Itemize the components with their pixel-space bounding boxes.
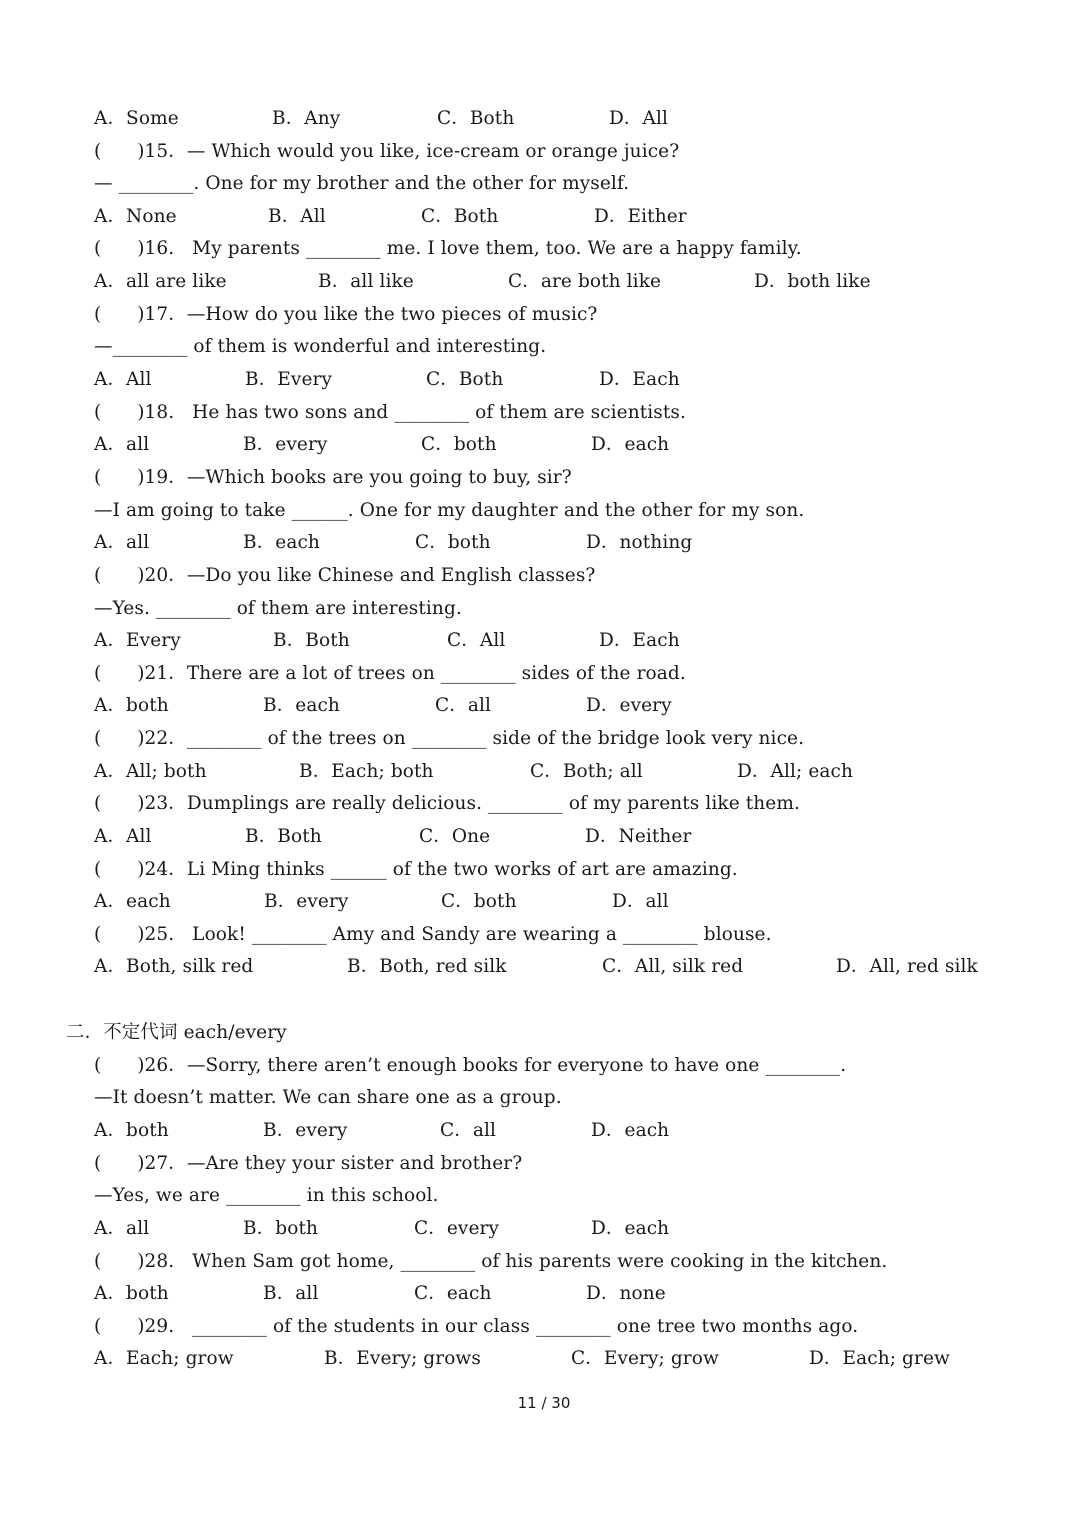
question-line: —Yes, we are ________ in this school.	[94, 1185, 439, 1206]
answer-option: D．all	[612, 891, 669, 912]
answer-option: B．each	[263, 695, 340, 716]
question-line: —I am going to take ______. One for my daughter and the other for my son.	[94, 500, 805, 521]
answer-option: B．both	[243, 1218, 319, 1239]
page-number: 11 / 30	[517, 1394, 571, 1412]
answer-option: B．all	[263, 1283, 319, 1304]
question-line: ( )23．Dumplings are really delicious. ________ of my parents like them.	[94, 793, 800, 814]
answer-option: D．each	[591, 1120, 670, 1141]
answer-option: A．None	[94, 206, 177, 227]
question-line: ( )22．________ of the trees on ________ side of the bridge look very nice.	[94, 728, 805, 749]
answer-option: D．Each	[599, 369, 680, 390]
answer-option: A．each	[94, 891, 171, 912]
answer-option: D．Neither	[585, 826, 692, 847]
answer-option: B．every	[263, 1120, 348, 1141]
answer-option: A．Both, silk red	[94, 956, 254, 977]
answer-option: C．all	[440, 1120, 497, 1141]
question-line: ( )15．— Which would you like, ice-cream or orange juice?	[94, 141, 680, 162]
answer-option: D．each	[591, 1218, 670, 1239]
section-heading: 二．不定代词 each/every	[66, 1022, 287, 1043]
answer-option: A．all	[94, 532, 150, 553]
answer-option: D．All	[609, 108, 669, 129]
answer-option: C．All, silk red	[602, 956, 744, 977]
answer-option: C．both	[415, 532, 491, 553]
answer-option: C．Both	[437, 108, 515, 129]
answer-option: B．each	[243, 532, 320, 553]
answer-option: B．Both, red silk	[347, 956, 507, 977]
answer-option: D．every	[586, 695, 672, 716]
answer-option: A．both	[94, 695, 169, 716]
question-line: ( )27．—Are they your sister and brother?	[94, 1153, 523, 1174]
question-line: —Yes. ________ of them are interesting.	[94, 598, 462, 619]
answer-option: B．every	[243, 434, 328, 455]
answer-option: C．each	[414, 1283, 492, 1304]
answer-option: A．All	[94, 369, 152, 390]
answer-option: A．both	[94, 1120, 169, 1141]
answer-option: B．every	[264, 891, 349, 912]
answer-option: A．Some	[94, 108, 179, 129]
answer-option: D．Either	[594, 206, 687, 227]
answer-option: A．all are like	[94, 271, 227, 292]
answer-option: B．Any	[272, 108, 341, 129]
answer-option: A．all	[94, 434, 150, 455]
answer-option: A．both	[94, 1283, 169, 1304]
question-line: ( )26．—Sorry, there aren’t enough books for everyone to have one ________.	[94, 1055, 847, 1076]
question-line: ( )16. My parents ________ me. I love them, too. We are a happy family.	[94, 238, 802, 259]
answer-option: A．All; both	[94, 761, 207, 782]
answer-option: D．All, red silk	[836, 956, 978, 977]
answer-option: A．Every	[94, 630, 181, 651]
answer-option: C．all	[435, 695, 492, 716]
answer-option: C．Both; all	[530, 761, 643, 782]
question-line: ( )24．Li Ming thinks ______ of the two works of art are amazing.	[94, 859, 738, 880]
question-line: ( )21．There are a lot of trees on ________ sides of the road.	[94, 663, 686, 684]
answer-option: B．Both	[273, 630, 350, 651]
answer-option: B．all like	[318, 271, 414, 292]
question-line: ( )20．—Do you like Chinese and English classes?	[94, 565, 596, 586]
answer-option: C．One	[419, 826, 491, 847]
question-line: ( )19．—Which books are you going to buy, sir?	[94, 467, 572, 488]
answer-option: D．Each; grew	[809, 1348, 950, 1369]
answer-option: C．Both	[421, 206, 499, 227]
question-line: —It doesn’t matter. We can share one as a group.	[94, 1087, 562, 1108]
answer-option: C．both	[441, 891, 517, 912]
answer-option: A．Each; grow	[94, 1348, 234, 1369]
answer-option: D．each	[591, 434, 670, 455]
question-line: ( )29. ________ of the students in our class ________ one tree two months ago.	[94, 1316, 859, 1337]
answer-option: B．Each; both	[299, 761, 434, 782]
question-line: ( )28. When Sam got home, ________ of his parents were cooking in the kitchen.	[94, 1251, 888, 1272]
answer-option: C．All	[447, 630, 506, 651]
answer-option: C．Both	[426, 369, 504, 390]
answer-option: D．Each	[599, 630, 680, 651]
answer-option: B．All	[268, 206, 326, 227]
answer-option: C．both	[421, 434, 497, 455]
answer-option: A．All	[94, 826, 152, 847]
answer-option: B．Every	[245, 369, 332, 390]
question-line: ( )17．—How do you like the two pieces of music?	[94, 304, 598, 325]
answer-option: D．none	[586, 1283, 666, 1304]
question-line: ( )18. He has two sons and ________ of them are scientists.	[94, 402, 686, 423]
question-line: —________ of them is wonderful and interesting.	[94, 336, 547, 357]
question-line: ( )25. Look! ________ Amy and Sandy are wearing a ________ blouse.	[94, 924, 772, 945]
answer-option: D．All; each	[737, 761, 853, 782]
answer-option: D．both like	[754, 271, 871, 292]
answer-option: D．nothing	[586, 532, 693, 553]
answer-option: C．every	[414, 1218, 499, 1239]
answer-option: A．all	[94, 1218, 150, 1239]
question-line: — ________. One for my brother and the other for myself.	[94, 173, 630, 194]
answer-option: C．Every; grow	[571, 1348, 719, 1369]
answer-option: B．Every; grows	[324, 1348, 481, 1369]
answer-option: C．are both like	[508, 271, 662, 292]
answer-option: B．Both	[245, 826, 322, 847]
